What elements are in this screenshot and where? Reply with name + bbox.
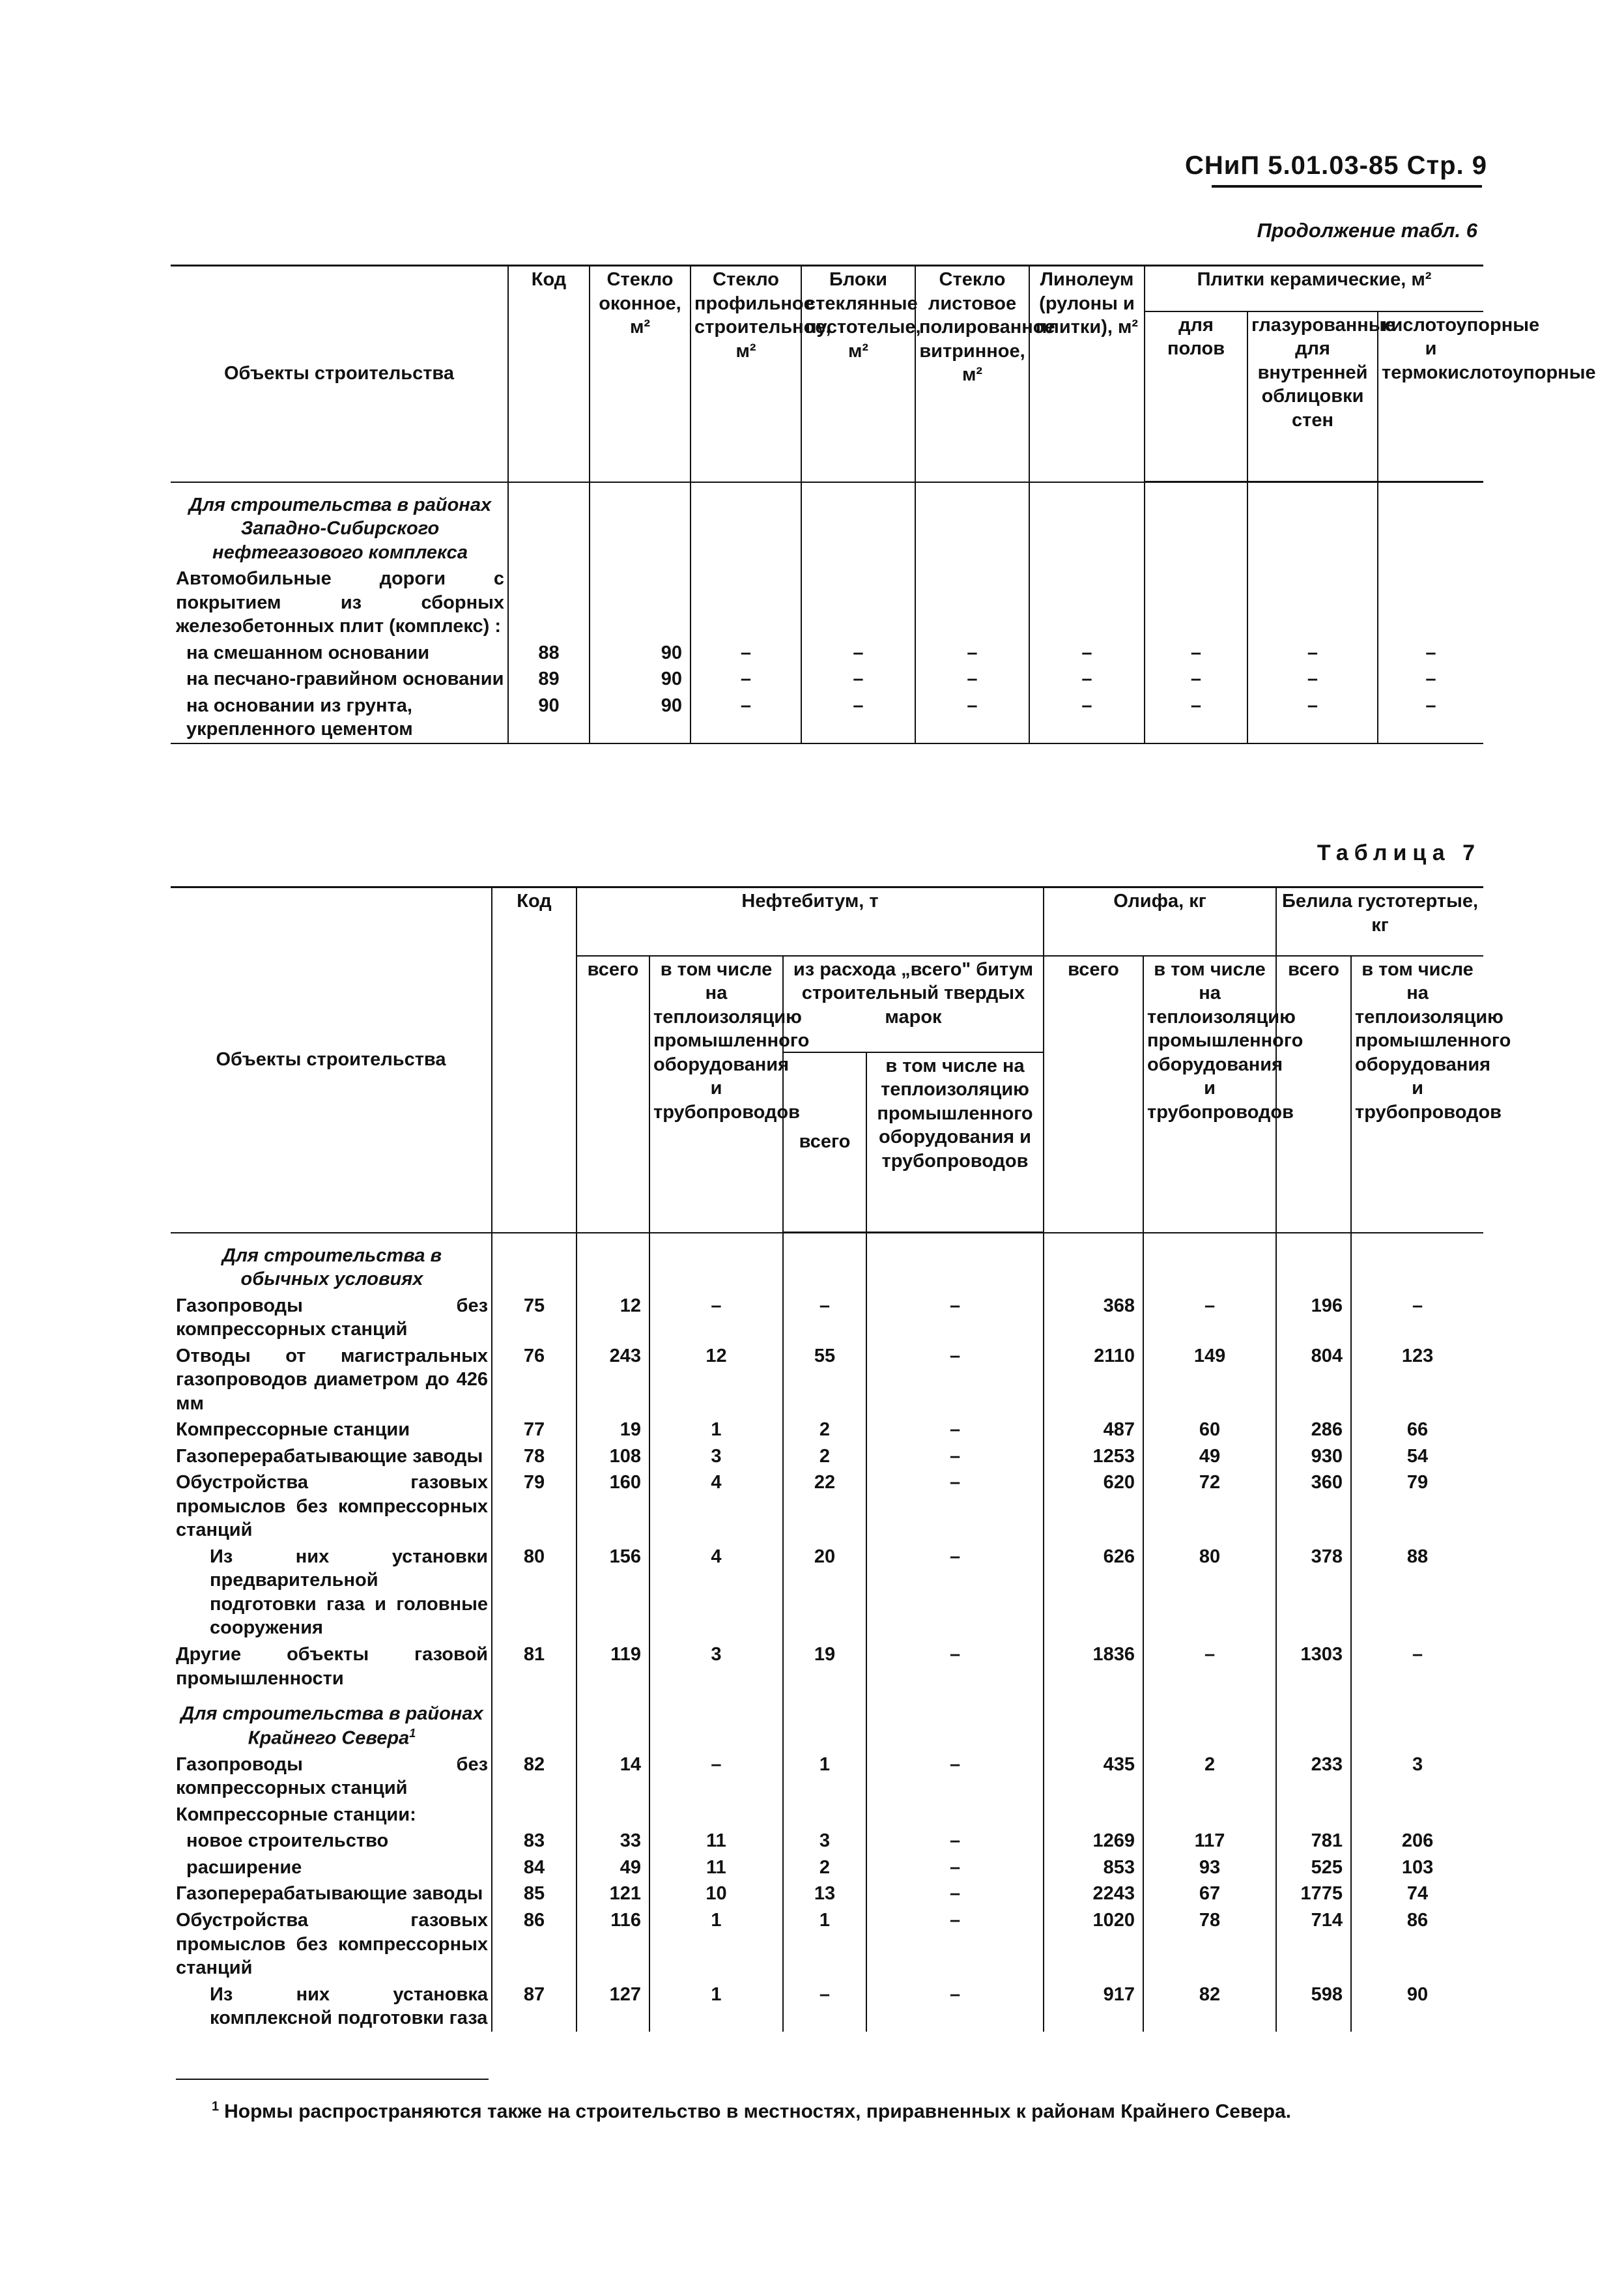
table-row [171,1907,1483,1981]
table-cell: 160 [577,1469,649,1544]
table-cell: 78 [1143,1907,1276,1981]
row-label: Отводы от магистральных газопроводов диаметром до 426 мм [176,1345,488,1414]
table-cell [577,1692,649,1751]
col-header-vsego: всего [1044,956,1143,1233]
table-row [171,1828,1483,1854]
table-7 [171,886,1511,2032]
table-cell [801,566,915,640]
row-label: Обустройства газовых промыслов без компрессорных станций [176,1472,488,1541]
col-header-code: Код [492,887,577,1233]
table-cell: 1 [649,1417,783,1443]
footnote-text: Нормы распространяются также на строительство в местностях, приравненных к районам Крайнего Севера. [224,2101,1291,2122]
table-cell [649,1802,783,1828]
table-cell: 19 [577,1417,649,1443]
table-cell: 10 [649,1880,783,1907]
col-header-olifa: Олифа, кг [1044,887,1276,956]
table-cell [1247,482,1378,566]
table-cell: 714 [1276,1907,1351,1981]
table-cell: 88 [1351,1544,1483,1641]
row-label: Газоперерабатывающие заводы [176,1445,483,1467]
table-row [171,1880,1483,1907]
table-cell [649,1233,783,1293]
col-header-belila: Белила густотертые, кг [1276,887,1483,956]
table-cell: 79 [1351,1469,1483,1544]
table-cell: 1775 [1276,1880,1351,1907]
table-cell [1351,1233,1483,1293]
table-cell: 87 [492,1981,577,2032]
table-cell: 75 [492,1293,577,1343]
table-cell: – [1351,1641,1483,1692]
table-cell: 620 [1044,1469,1143,1544]
row-label: на песчано-гравийном основании [186,669,504,690]
table-cell: 86 [492,1907,577,1981]
table-cell: 93 [1143,1854,1276,1881]
table-cell: 14 [577,1751,649,1802]
table-cell: 20 [783,1544,866,1641]
table-cell [801,482,915,566]
table-cell: – [866,1854,1044,1881]
table-cell [866,1802,1044,1828]
table-cell: – [783,1293,866,1343]
table-cell [1029,566,1145,640]
table-cell: – [866,1981,1044,2032]
table-cell: – [866,1751,1044,1802]
table-cell [1044,1692,1143,1751]
table-cell: – [691,693,801,743]
table-cell: – [649,1293,783,1343]
col-header-neftebitum: Нефтебитум, т [577,887,1044,956]
table-cell: 12 [649,1343,783,1417]
table6-continuation-label: Продолжение табл. 6 [1257,219,1477,242]
footnote-rule [176,2079,489,2080]
table-row [171,1293,1483,1343]
table-cell [691,482,801,566]
table-cell: 11 [649,1828,783,1854]
table-cell: 525 [1276,1854,1351,1881]
table-cell: 243 [577,1343,649,1417]
table-cell: 83 [492,1828,577,1854]
table-cell: 77 [492,1417,577,1443]
table-row [171,1981,1483,2032]
table-cell [1143,1692,1276,1751]
table-cell: – [783,1981,866,2032]
table-cell [577,1802,649,1828]
table-cell: 3 [783,1828,866,1854]
section-title: Для строительства в районах Западно-Сибирского нефтегазового комплекса [188,494,492,563]
table-cell: – [1378,666,1483,693]
table-cell: 88 [508,640,590,667]
col-header-incl: в том числе на теплоизоляцию промышленного оборудования и трубопроводов [649,956,783,1233]
col-header-tiles: Плитки керамические, м² [1145,266,1483,311]
table-cell: 86 [1351,1907,1483,1981]
row-label: расширение [186,1856,302,1878]
table-cell [1044,1233,1143,1293]
col-header-incl: в том числе на теплоизоляцию промышленного оборудования и трубопроводов [1143,956,1276,1233]
table-cell: 119 [577,1641,649,1692]
group-title: Компрессорные станции: [176,1804,416,1825]
table-cell: 90 [590,693,691,743]
table-cell: – [866,1544,1044,1641]
col-header-glass-blocks: Блоки стеклянные пустотелые, м² [801,266,915,482]
table-cell: 2110 [1044,1343,1143,1417]
table-cell [508,566,590,640]
table-cell [1351,1692,1483,1751]
table-cell: – [915,640,1029,667]
header-rule [1212,185,1482,188]
table-cell: 1303 [1276,1641,1351,1692]
table-cell [577,1233,649,1293]
col-header-incl2: в том числе на теплоизоляцию промышленного оборудования и трубопроводов [866,1052,1044,1233]
row-label: Из них установки предварительной подготовки газа и головные сооружения [210,1546,488,1639]
table-row [171,666,1483,693]
table-cell: 4 [649,1469,783,1544]
table-cell: 1253 [1044,1443,1143,1470]
col-header-tiles-floor: для полов [1145,311,1247,482]
col-header-glass-window: Стекло оконное, м² [590,266,691,482]
table-cell: – [866,1293,1044,1343]
table-cell: 33 [577,1828,649,1854]
table-cell: 360 [1276,1469,1351,1544]
table-cell [1143,1802,1276,1828]
table-cell [492,1233,577,1293]
table-cell: – [915,666,1029,693]
table-cell: 626 [1044,1544,1143,1641]
table-row [171,1443,1483,1470]
col-header-vsego2: всего [783,1052,866,1233]
col-header-code: Код [508,266,590,482]
table-cell: 60 [1143,1417,1276,1443]
table-row [171,1469,1483,1544]
table-cell: – [1351,1293,1483,1343]
row-label: Газопроводы без компрессорных станций [176,1295,488,1340]
table-cell: 72 [1143,1469,1276,1544]
table-cell [649,1692,783,1751]
table-cell [492,1802,577,1828]
table-cell: – [1143,1293,1276,1343]
table-cell [915,482,1029,566]
table-cell: 2 [783,1443,866,1470]
row-label: на смешанном основании [186,642,430,663]
table-cell: 4 [649,1544,783,1641]
col-header-incl: в том числе на теплоизоляцию промышленного оборудования и трубопроводов [1351,956,1483,1233]
table-cell: 103 [1351,1854,1483,1881]
table-cell: – [866,1880,1044,1907]
table-cell: – [866,1443,1044,1470]
table-cell: – [1145,693,1247,743]
table-cell: – [866,1417,1044,1443]
row-label: Газоперерабатывающие заводы [176,1883,483,1905]
col-header-vsego: всего [577,956,649,1233]
table-cell: – [1029,666,1145,693]
table-cell: – [866,1907,1044,1981]
table-cell: 149 [1143,1343,1276,1417]
table-cell: 156 [577,1544,649,1641]
table-6 [171,265,1596,744]
table-cell [783,1233,866,1293]
table-cell: 123 [1351,1343,1483,1417]
table-cell: – [866,1469,1044,1544]
row-label: Компрессорные станции [176,1419,410,1441]
table-cell: – [866,1828,1044,1854]
col-header-objects: Объекты строительства [171,887,492,1233]
table-cell: – [1247,640,1378,667]
table-row [171,1417,1483,1443]
table-cell [1029,482,1145,566]
table-cell: – [691,640,801,667]
table-cell: 117 [1143,1828,1276,1854]
table-cell [1044,1802,1143,1828]
table-cell: 2 [783,1854,866,1881]
table-cell: – [691,666,801,693]
table-cell [1247,566,1378,640]
table-cell: 781 [1276,1828,1351,1854]
table-cell: 66 [1351,1417,1483,1443]
table-cell: 1 [649,1907,783,1981]
table-cell [866,1233,1044,1293]
table-cell: 930 [1276,1443,1351,1470]
table-cell: – [1378,640,1483,667]
table-cell: 67 [1143,1880,1276,1907]
table-cell: – [1145,640,1247,667]
table-cell: 233 [1276,1751,1351,1802]
table-cell: 1 [783,1751,866,1802]
col-header-tiles-acid: кислотоупорные и термокислотоупорные [1378,311,1483,482]
table-cell: 80 [1143,1544,1276,1641]
table-cell: 1020 [1044,1907,1143,1981]
table-cell: 2 [783,1417,866,1443]
footnote-mark: 1 [212,2099,220,2114]
page-header: СНиП 5.01.03-85 Стр. 9 [1185,151,1487,180]
table-cell: 378 [1276,1544,1351,1641]
table-cell: 368 [1044,1293,1143,1343]
table-cell: 19 [783,1641,866,1692]
row-label: на основании из грунта, укрепленного цементом [171,693,508,743]
group-title: Автомобильные дороги с покрытием из сборных железобетонных плит (комплекс) : [176,568,504,637]
col-header-objects: Объекты строительства [171,266,508,482]
table-cell: 804 [1276,1343,1351,1417]
table-cell: 55 [783,1343,866,1417]
footnote [212,2099,1291,2123]
table-cell: 3 [649,1443,783,1470]
table-row [171,1751,1483,1802]
table-cell [1351,1802,1483,1828]
table-cell: 78 [492,1443,577,1470]
table-row [171,1641,1483,1692]
table-cell: – [649,1751,783,1802]
table-row [171,1343,1483,1417]
row-label: Газопроводы без компрессорных станций [176,1753,488,1799]
row-label: новое строительство [186,1830,389,1852]
table-cell: 79 [492,1469,577,1544]
table-cell: 12 [577,1293,649,1343]
col-header-glass-profile: Стекло профильное строительное, м² [691,266,801,482]
table-cell: 76 [492,1343,577,1417]
table7-caption: Таблица 7 [1317,841,1481,865]
table-cell: 598 [1276,1981,1351,2032]
table-cell: 13 [783,1880,866,1907]
table-row [171,693,1483,743]
col-header-tiles-glazed: глазурованные для внутренней облицовки стен [1247,311,1378,482]
table-cell [1145,482,1247,566]
table-cell: 82 [492,1751,577,1802]
col-header-vsego: всего [1276,956,1351,1233]
table-cell: 121 [577,1880,649,1907]
table-cell: 2243 [1044,1880,1143,1907]
table-cell [866,1692,1044,1751]
table-cell: 116 [577,1907,649,1981]
table-cell: 108 [577,1443,649,1470]
table-cell: 2 [1143,1751,1276,1802]
table-cell: – [801,640,915,667]
table-cell: 89 [508,666,590,693]
table-cell: – [1247,666,1378,693]
table-cell: 54 [1351,1443,1483,1470]
table-cell: 286 [1276,1417,1351,1443]
table-cell [508,482,590,566]
table-cell [1276,1692,1351,1751]
table-cell: – [1029,640,1145,667]
footnote-mark: 1 [409,1726,416,1740]
table-cell: – [1378,693,1483,743]
table-cell: 81 [492,1641,577,1692]
table-cell: 11 [649,1854,783,1881]
table-cell: 1269 [1044,1828,1143,1854]
table-cell: 853 [1044,1854,1143,1881]
table-cell: – [915,693,1029,743]
col-header-glass-sheet: Стекло листовое полированное витринное, м² [915,266,1029,482]
table-cell: 90 [1351,1981,1483,2032]
table-cell [691,566,801,640]
row-label: Другие объекты газовой промышленности [176,1644,488,1689]
table-cell: 90 [508,693,590,743]
table-cell: 84 [492,1854,577,1881]
table-cell: 3 [1351,1751,1483,1802]
table-cell: 3 [649,1641,783,1692]
row-label: Из них установка комплексной подготовки газа [210,1983,488,2029]
table-cell [492,1692,577,1751]
table-cell: 127 [577,1981,649,2032]
table-cell: 206 [1351,1828,1483,1854]
table-cell [783,1692,866,1751]
table-cell: 85 [492,1880,577,1907]
table-cell [590,482,691,566]
table-cell: – [1145,666,1247,693]
table-cell: 82 [1143,1981,1276,2032]
table-cell [915,566,1029,640]
table-cell: 1 [783,1907,866,1981]
row-label: Обустройства газовых промыслов без компрессорных станций [176,1909,488,1979]
table-cell [1378,566,1483,640]
table-cell: – [1247,693,1378,743]
table-cell [1143,1233,1276,1293]
table-cell: 90 [590,666,691,693]
col-header-linoleum: Линолеум (рулоны и плитки), м² [1029,266,1145,482]
table-cell: 49 [1143,1443,1276,1470]
table-cell: 49 [577,1854,649,1881]
table-cell: 1836 [1044,1641,1143,1692]
table-row [171,640,1483,667]
table-cell: 74 [1351,1880,1483,1907]
table-cell: 1 [649,1981,783,2032]
section-title: Для строительства в районах Крайнего Севера$^1$ [180,1703,483,1749]
table-cell [1276,1233,1351,1293]
table-cell: 80 [492,1544,577,1641]
table-cell [783,1802,866,1828]
table-cell [1378,482,1483,566]
col-header-bitum-marks: из расхода „всего" битум строительный твердых марок [783,956,1044,1052]
table-cell: 917 [1044,1981,1143,2032]
table-cell: 487 [1044,1417,1143,1443]
table-cell: – [866,1641,1044,1692]
table-cell: – [1029,693,1145,743]
table-cell [1276,1802,1351,1828]
table-cell: 22 [783,1469,866,1544]
table-cell: 90 [590,640,691,667]
section-title: Для строительства в обычных условиях [221,1245,442,1290]
table-cell: – [801,693,915,743]
table-cell: – [801,666,915,693]
table-cell: 435 [1044,1751,1143,1802]
table-cell [590,566,691,640]
table-row [171,1544,1483,1641]
table-cell [1145,566,1247,640]
table-row [171,1854,1483,1881]
table-cell: – [1143,1641,1276,1692]
table-cell: – [866,1343,1044,1417]
table-cell: 196 [1276,1293,1351,1343]
